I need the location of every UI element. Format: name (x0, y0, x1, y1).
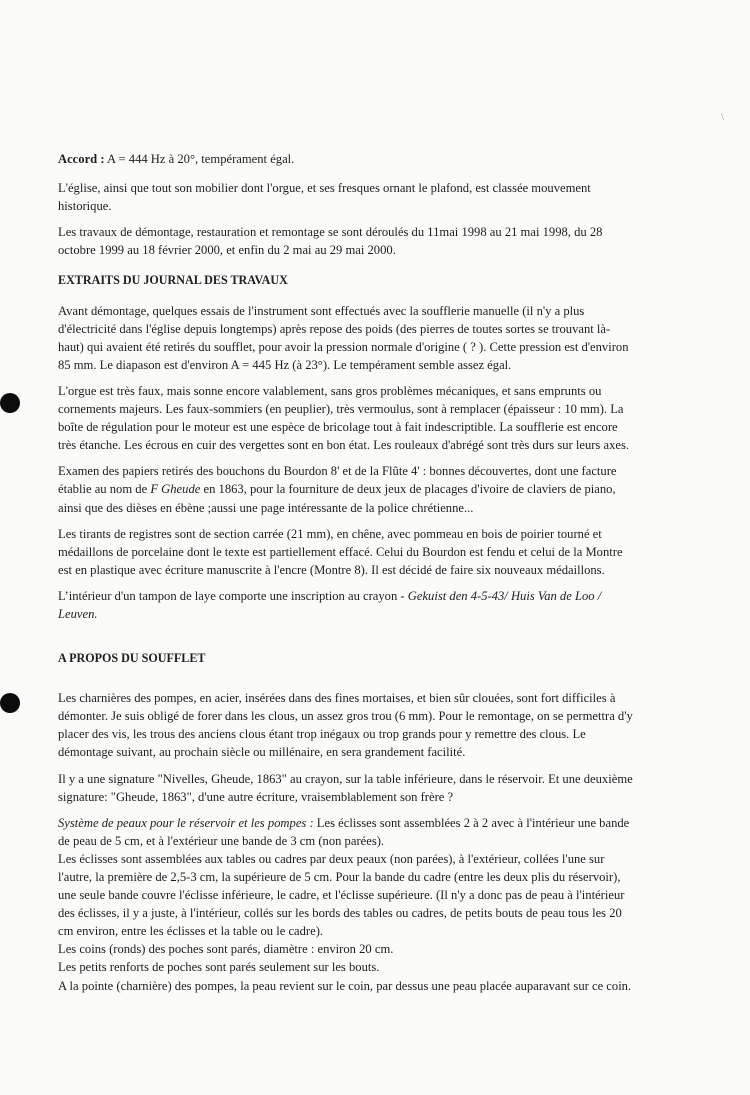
accord-label: Accord : (58, 152, 105, 166)
section-heading-soufflet: A PROPOS DU SOUFFLET (58, 651, 206, 666)
document-body (58, 150, 636, 995)
intro-paragraph-1: L'église, ainsi que tout son mobilier dont l'orgue, et ses fresques ornant le plafond, est classée mouvement historique. (58, 181, 591, 214)
soufflet-paragraph-2: Il y a une signature "Nivelles, Gheude, 1863" au crayon, sur la table inférieure, dans le réservoir. Et une deuxième signature: "Gheude, 1863", d'une autre écriture, vraisemblablement son frère ? (58, 771, 633, 804)
journal-paragraph-3 (58, 462, 636, 516)
accord-line (58, 150, 636, 168)
journal-paragraph-1: Avant démontage, quelques essais de l'instrument sont effectués avec la soufflerie manuelle (il n'y a plus d'électricité dans l'église depuis longtemps) après repose des poids (des pierres de toutes sortes se trouvant là-haut) qui avaient été retirés du soufflet, pour avoir la pression normale d'origine ( ? ). Cette pression est d'environ 85 mm. Le diapason est d'environ A = 445 Hz (à 23°). Le tempérament semble assez égal. (58, 303, 629, 372)
section-heading-journal: EXTRAITS DU JOURNAL DES TRAVAUX (58, 273, 288, 288)
soufflet-paragraph-4: Les éclisses sont assemblées aux tables ou cadres par deux peaux (non parées), à l'extérieur, collées l'une sur l'autre, la première de 2,5-3 cm, la supérieure de 5 cm. Pour la bande du cadre (entre les deux plis du réservoir), une seule bande couvre l'éclisse inférieure, le cadre, et l'éclisse supérieure. (Il n'y a donc pas de peau à l'intérieur des éclisses, il y a juste, à l'intérieur, collés sur les bords des tables ou cadres, de petits bouts de peau tous les 20 cm environ, entre les éclisses et la table ou le cadre). (58, 851, 625, 939)
punch-hole-bottom (0, 693, 20, 713)
journal-p3-text-a: Examen des papiers retirés des bouchons du Bourdon 8' et de la Flûte 4' : bonnes découvertes, dont une facture établie au nom de (58, 464, 617, 497)
soufflet-p3-text: Les éclisses sont assemblées 2 à 2 avec à l'intérieur une bande de peau de 5 cm, et à l'extérieur une bande de 3 cm (non parées). (58, 815, 630, 848)
soufflet-paragraph-1: Les charnières des pompes, en acier, insérées dans des fines mortaises, et bien sûr clouées, sont fort difficiles à démonter. Je suis obligé de forer dans les clous, un assez gros trou (6 mm). Pour le remontage, on se permettra d'y placer des vis, les trous des anciens clous étant trop inégaux ou trop grands pour y remettre des clous. Le démontage suivant, au prochain siècle ou millénaire, en sera grandement facilité. (58, 691, 633, 760)
soufflet-paragraph-7: A la pointe (charnière) des pompes, la peau revient sur le coin, par dessus une peau placée auparavant sur ce coin. (58, 978, 632, 993)
soufflet-paragraph-3 (58, 814, 636, 850)
journal-paragraph-4: Les tirants de registres sont de section carrée (21 mm), en chêne, avec pommeau en bois de poirier tourné et médaillons de porcelaine dont le texte est partiellement effacé. Celui du Bourdon est fendu et celui de la Montre est en plastique avec écriture manuscrite à l'encre (Montre 8). Il est décidé de faire six nouveaux médaillons. (58, 526, 623, 577)
journal-paragraph-2: L'orgue est très faux, mais sonne encore valablement, sans gros problèmes mécaniques, et sans emprunts ou cornements majeurs. Les faux-sommiers (en peuplier), très vermoulus, sont à remplacer (épaisseur : 10 mm). La boîte de régulation pour le moteur est une espèce de bricolage tout à fait indescriptible. La soufflerie est encore très étanche. Les écrous en cuir des vergettes sont en bon état. Les rouleaux d'abrégé sont très durs sur leurs axes. (58, 383, 630, 453)
intro-paragraph-2: Les travaux de démontage, restauration et remontage se sont déroulés du 11mai 1998 au 21 mai 1998, du 28 octobre 1999 au 18 février 2000, et enfin du 2 mai au 29 mai 2000. (58, 225, 603, 258)
punch-hole-top (0, 393, 20, 413)
journal-p5-text: L’intérieur d'un tampon de laye comporte une inscription au crayon - (58, 588, 408, 603)
journal-p3-text-b: en 1863, pour la fourniture de deux jeux de placages d'ivoire de claviers de piano, ainsi que des dièses en ébène ;aussi une page intéressante de la police chrétienne... (58, 482, 616, 515)
journal-p5-inscription: Gekuist den 4-5-43/ Huis Van de Loo / Leuven. (58, 588, 602, 621)
soufflet-paragraph-5: Les coins (ronds) des poches sont parés, diamètre : environ 20 cm. (58, 942, 394, 957)
journal-p3-name: F Gheude (150, 482, 201, 497)
accord-text: A = 444 Hz à 20°, tempérament égal. (104, 152, 295, 166)
scan-mark: \ (721, 112, 724, 123)
journal-paragraph-5 (58, 587, 636, 623)
soufflet-p3-title: Système de peaux pour le réservoir et les pompes : (58, 815, 314, 830)
soufflet-paragraph-6: Les petits renforts de poches sont parés seulement sur les bouts. (58, 960, 380, 975)
